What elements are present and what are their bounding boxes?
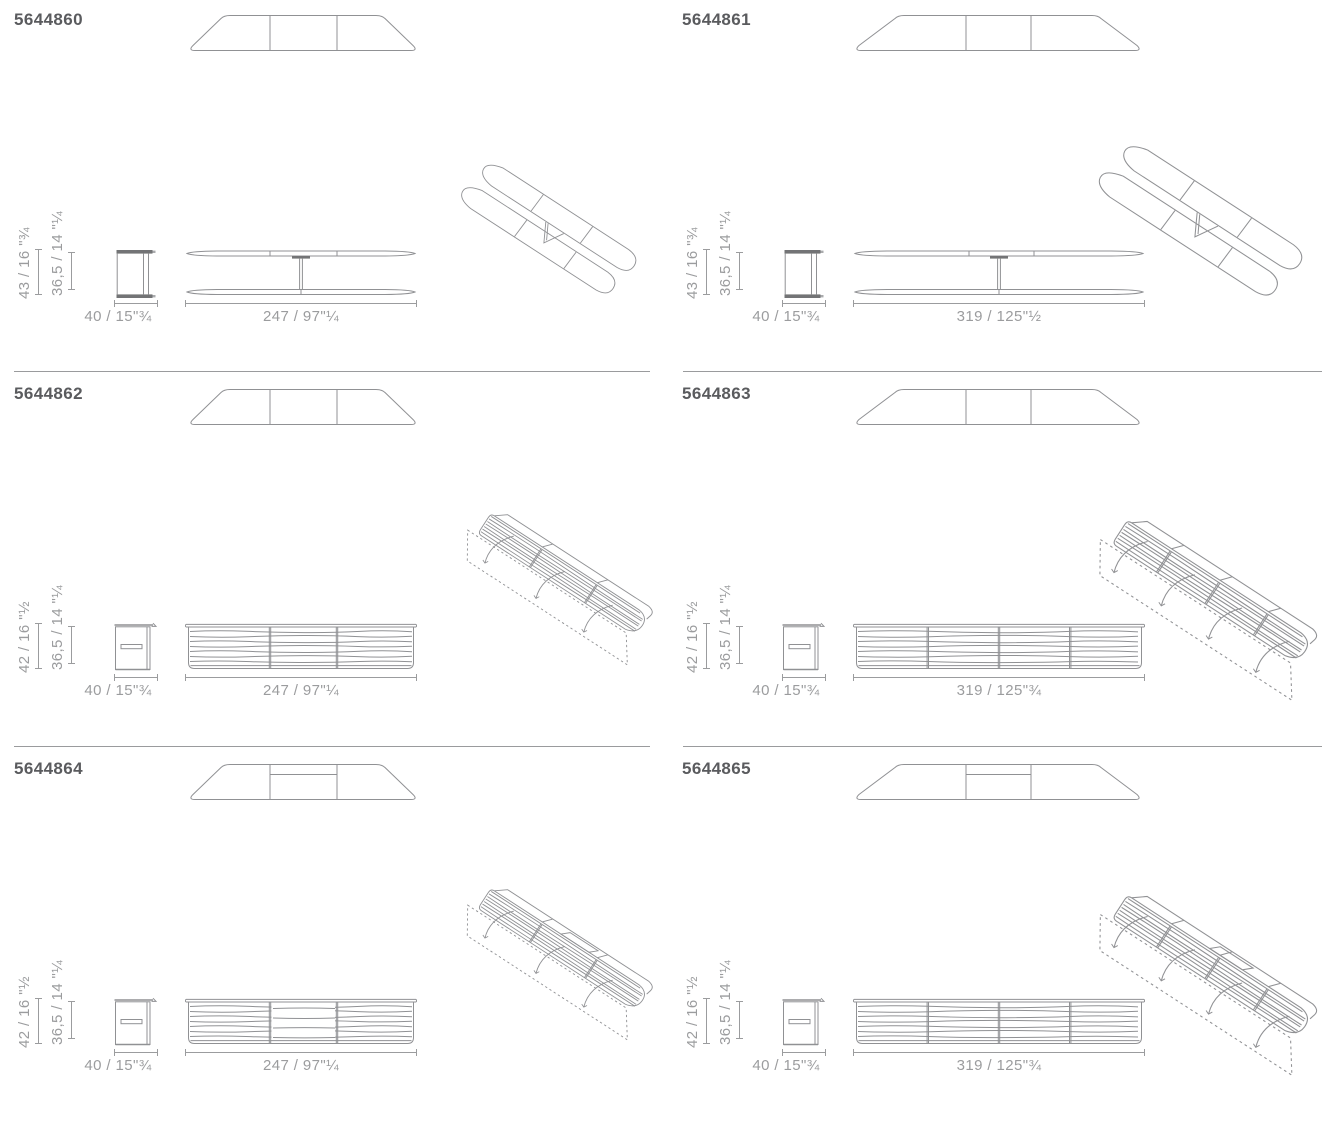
product-code: 5644860 <box>14 10 83 29</box>
height-dimension-label: 42 / 16 "½ <box>16 976 33 1048</box>
side-view-drawing <box>784 249 824 299</box>
dimension-line <box>71 626 72 664</box>
depth-dimension-label: 40 / 15"¾ <box>752 308 820 325</box>
inner-height-dimension-label: 36,5 / 14 "¼ <box>49 584 66 670</box>
height-dimension-label: 43 / 16 "¾ <box>684 227 701 299</box>
product-code: 5644861 <box>682 10 751 29</box>
width-dimension-label: 319 / 125"¾ <box>956 1057 1042 1074</box>
product-panel <box>668 0 1336 371</box>
inner-height-dimension-label: 36,5 / 14 "¼ <box>717 959 734 1045</box>
top-view-drawing <box>850 388 1146 426</box>
dimension-line <box>185 303 417 304</box>
dimension-line <box>782 677 826 678</box>
width-dimension-label: 247 / 97"¼ <box>262 1057 340 1074</box>
inner-height-dimension-label: 36,5 / 14 "¼ <box>717 210 734 296</box>
side-view-drawing <box>116 249 156 299</box>
width-dimension-label: 247 / 97"¼ <box>262 682 340 699</box>
depth-dimension-label: 40 / 15"¾ <box>752 682 820 699</box>
dimension-line <box>739 1001 740 1039</box>
perspective-view-drawing <box>452 146 648 302</box>
side-view-drawing <box>782 622 826 672</box>
dimension-line <box>38 623 39 669</box>
dimension-line <box>71 1001 72 1039</box>
top-view-drawing <box>850 763 1146 801</box>
dimension-line <box>185 677 417 678</box>
top-view-drawing <box>185 388 421 426</box>
dimension-line <box>38 998 39 1044</box>
dimension-line <box>739 626 740 664</box>
side-view-drawing <box>114 622 158 672</box>
product-code: 5644864 <box>14 759 83 778</box>
dimension-line <box>185 1052 417 1053</box>
width-dimension-label: 319 / 125"½ <box>956 308 1042 325</box>
height-dimension-label: 43 / 16 "¾ <box>16 227 33 299</box>
dimension-line <box>706 998 707 1044</box>
width-dimension-label: 247 / 97"¼ <box>262 308 340 325</box>
row-separator <box>683 746 1322 747</box>
dimension-line <box>114 1052 158 1053</box>
perspective-view-drawing <box>1082 502 1328 701</box>
row-separator <box>14 746 650 747</box>
perspective-view-drawing <box>1082 877 1328 1076</box>
depth-dimension-label: 40 / 15"¾ <box>84 1057 152 1074</box>
depth-dimension-label: 40 / 15"¾ <box>752 1057 820 1074</box>
dimension-line <box>706 623 707 669</box>
perspective-view-drawing <box>452 873 662 1043</box>
product-code: 5644863 <box>682 384 751 403</box>
inner-height-dimension-label: 36,5 / 14 "¼ <box>49 959 66 1045</box>
front-view-drawing <box>185 622 417 674</box>
side-view-drawing <box>114 997 158 1047</box>
top-view-drawing <box>185 763 421 801</box>
row-separator <box>683 371 1322 372</box>
perspective-view-drawing <box>452 498 662 668</box>
perspective-view-drawing <box>1088 126 1316 304</box>
dimension-line <box>782 303 826 304</box>
product-panel <box>668 749 1336 1120</box>
front-view-drawing <box>185 997 417 1049</box>
inner-height-dimension-label: 36,5 / 14 "¼ <box>717 584 734 670</box>
front-view-drawing <box>185 248 417 300</box>
dimension-line <box>739 252 740 290</box>
product-panel <box>0 749 668 1120</box>
dimension-line <box>71 252 72 290</box>
height-dimension-label: 42 / 16 "½ <box>16 601 33 673</box>
height-dimension-label: 42 / 16 "½ <box>684 601 701 673</box>
side-view-drawing <box>782 997 826 1047</box>
dimension-line <box>853 303 1145 304</box>
product-code: 5644862 <box>14 384 83 403</box>
width-dimension-label: 319 / 125"¾ <box>956 682 1042 699</box>
dimension-line <box>38 249 39 295</box>
product-code: 5644865 <box>682 759 751 778</box>
top-view-drawing <box>850 14 1146 52</box>
dimension-line <box>114 677 158 678</box>
product-panel <box>0 374 668 745</box>
height-dimension-label: 42 / 16 "½ <box>684 976 701 1048</box>
product-panel <box>668 374 1336 745</box>
depth-dimension-label: 40 / 15"¾ <box>84 308 152 325</box>
depth-dimension-label: 40 / 15"¾ <box>84 682 152 699</box>
dimension-line <box>782 1052 826 1053</box>
dimension-line <box>706 249 707 295</box>
row-separator <box>14 371 650 372</box>
top-view-drawing <box>185 14 421 52</box>
product-panel <box>0 0 668 371</box>
dimension-line <box>853 1052 1145 1053</box>
dimension-line <box>853 677 1145 678</box>
dimension-line <box>114 303 158 304</box>
inner-height-dimension-label: 36,5 / 14 "¼ <box>49 210 66 296</box>
